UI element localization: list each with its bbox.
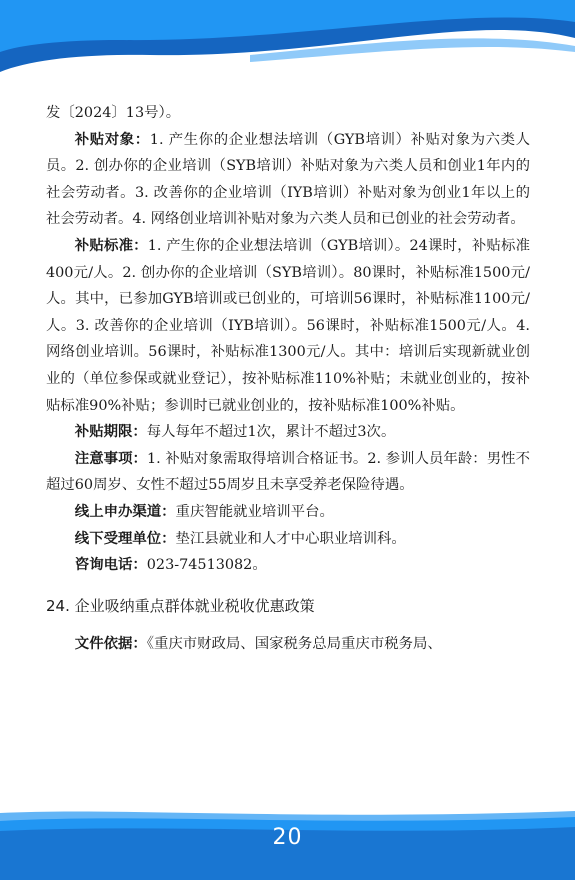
online-channel-text: 重庆智能就业培训平台。 <box>175 503 334 520</box>
subsidy-standard-label: 补贴标准： <box>74 236 148 254</box>
notes-text: 1. 补贴对象需取得培训合格证书。2. 参训人员年龄：男性不超过60周岁、女性不超过55周岁且未享受养老保险待遇。 <box>46 450 530 494</box>
subsidy-targets-label: 补贴对象： <box>74 130 150 148</box>
subsidy-limit-label: 补贴期限： <box>74 423 147 441</box>
file-basis-paragraph <box>46 631 530 658</box>
notes-label: 注意事项： <box>74 449 147 467</box>
hotline-paragraph <box>46 552 530 579</box>
notes-paragraph <box>46 446 530 499</box>
subsidy-limit-text: 每人每年不超过1次，累计不超过3次。 <box>146 424 396 441</box>
section-24-title: 24. 企业吸纳重点群体就业税收优惠政策 <box>46 596 315 615</box>
hotline-text: 023-74513082。 <box>146 557 267 574</box>
online-channel-paragraph <box>46 499 530 526</box>
file-basis-label: 文件依据： <box>74 635 147 653</box>
subsidy-standard-paragraph <box>46 233 530 419</box>
file-basis-text: 《重庆市财政局、国家税务总局重庆市税务局、 <box>146 636 442 653</box>
subsidy-targets-paragraph <box>46 127 530 233</box>
page-number: 20 <box>272 825 303 850</box>
document-body <box>46 100 530 658</box>
offline-unit-text: 垫江县就业和人才中心职业培训科。 <box>175 530 406 547</box>
subsidy-targets-text: 1. 产生你的企业想法培训（GYB培训）补贴对象为六类人员。2. 创办你的企业培训（SYB培训）补贴对象为六类人员和创业1年内的社会劳动者。3. 改善你的企业培训（IYB培训）补贴对象为创业1年以上的社会劳动者。4. 网络创业培训补贴对象为六类人员和已创业的社会劳动者。 <box>46 131 530 228</box>
subsidy-limit-paragraph <box>46 419 530 446</box>
header-wave-decoration <box>0 0 575 90</box>
offline-unit-paragraph <box>46 526 530 553</box>
offline-unit-label: 线下受理单位： <box>74 529 176 547</box>
online-channel-label: 线上申办渠道： <box>74 502 176 520</box>
continued-reference-line: 发〔2024〕13号）。 <box>46 105 181 121</box>
subsidy-standard-text: 1. 产生你的企业想法培训（GYB培训）。24课时，补贴标准400元/人。2. 创办你的企业培训（SYB培训）。80课时，补贴标准1500元/人。其中，已参加GYB培训或已创业的，可培训56课时，补贴标准1100元/人。3. 改善你的企业培训（IYB培训）。56课时，补贴标准1500元/人。4. 网络创业培训。56课时，补贴标准1300元/人。其中：培训后实现新就业创业的（单位参保或就业登记），按补贴标准110%补贴；未就业创业的，按补贴标准90%补贴；参训时已就业创业的，按补贴标准100%补贴。 <box>46 237 530 414</box>
hotline-label: 咨询电话： <box>74 556 147 574</box>
